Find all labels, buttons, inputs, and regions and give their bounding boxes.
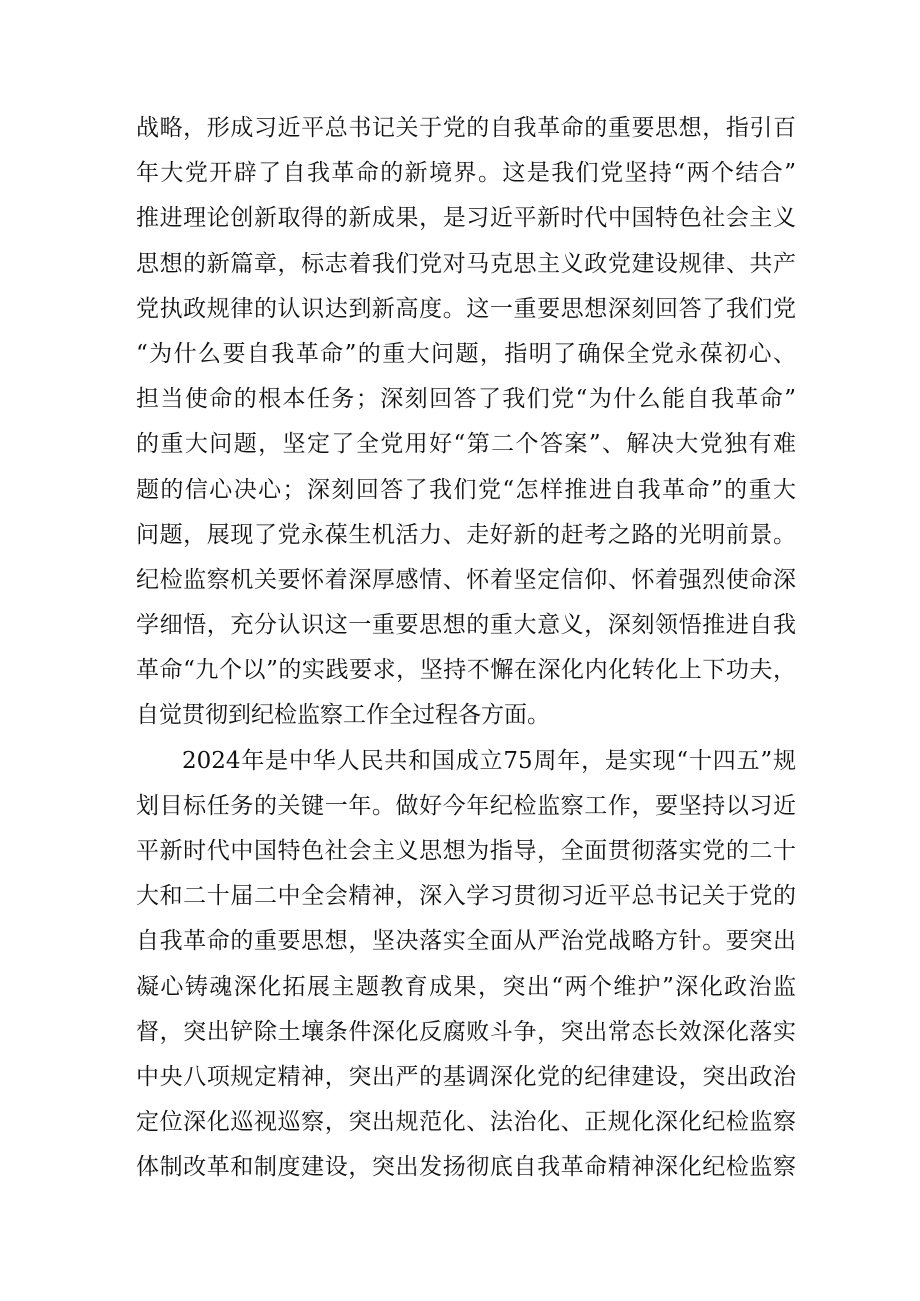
text-line: 定位深化巡视巡察，突出规范化、法治化、正规化深化纪检监察 [136,1109,796,1136]
text-line: 党执政规律的认识达到新高度。这一重要思想深刻回答了我们党 [136,295,796,322]
text-line: “为什么要自我革命”的重大问题，指明了确保全党永葆初心、 [136,340,796,367]
text-line: 问题，展现了党永葆生机活力、走好新的赶考之路的光明前景。 [136,521,796,548]
text-line: 体制改革和制度建设，突出发扬彻底自我革命精神深化纪检监察 [136,1154,796,1181]
text-line: 推进理论创新取得的新成果，是习近平新时代中国特色社会主义 [136,205,796,232]
text-line: 担当使命的根本任务；深刻回答了我们党“为什么能自我革命” [136,386,796,413]
text-line: 中央八项规定精神，突出严的基调深化党的纪律建设，突出政治 [136,1063,796,1090]
paragraph-1 [136,106,796,739]
text-line: 凝心铸魂深化拓展主题教育成果，突出“两个维护”深化政治监 [136,973,796,1000]
text-line: 督，突出铲除土壤条件深化反腐败斗争，突出常态长效深化落实 [136,1018,796,1045]
paragraph-2 [136,739,796,1191]
text-line: 自觉贯彻到纪检监察工作全过程各方面。 [136,702,550,729]
text-line: 划目标任务的关键一年。做好今年纪检监察工作，要坚持以习近 [136,792,796,819]
text-line: 革命“九个以”的实践要求，坚持不懈在深化内化转化上下功夫， [136,657,796,684]
text-line: 思想的新篇章，标志着我们党对马克思主义政党建设规律、共产 [136,250,796,277]
text-line: 年大党开辟了自我革命的新境界。这是我们党坚持“两个结合” [136,160,796,187]
text-line: 2024年是中华人民共和国成立75周年，是实现“十四五”规 [182,747,796,774]
text-line: 大和二十届二中全会精神，深入学习贯彻习近平总书记关于党的 [136,883,796,910]
text-line: 学细悟，充分认识这一重要思想的重大意义，深刻领悟推进自我 [136,612,796,639]
text-line: 战略，形成习近平总书记关于党的自我革命的重要思想，指引百 [136,115,796,141]
document-body [136,106,796,1191]
text-line: 纪检监察机关要怀着深厚感情、怀着坚定信仰、怀着强烈使命深 [136,566,796,593]
text-line: 平新时代中国特色社会主义思想为指导，全面贯彻落实党的二十 [136,838,796,864]
text-line: 题的信心决心；深刻回答了我们党“怎样推进自我革命”的重大 [136,476,796,503]
text-line: 自我革命的重要思想，坚决落实全面从严治党战略方针。要突出 [136,928,796,955]
text-line: 的重大问题，坚定了全党用好“第二个答案”、解决大党独有难 [136,431,796,458]
